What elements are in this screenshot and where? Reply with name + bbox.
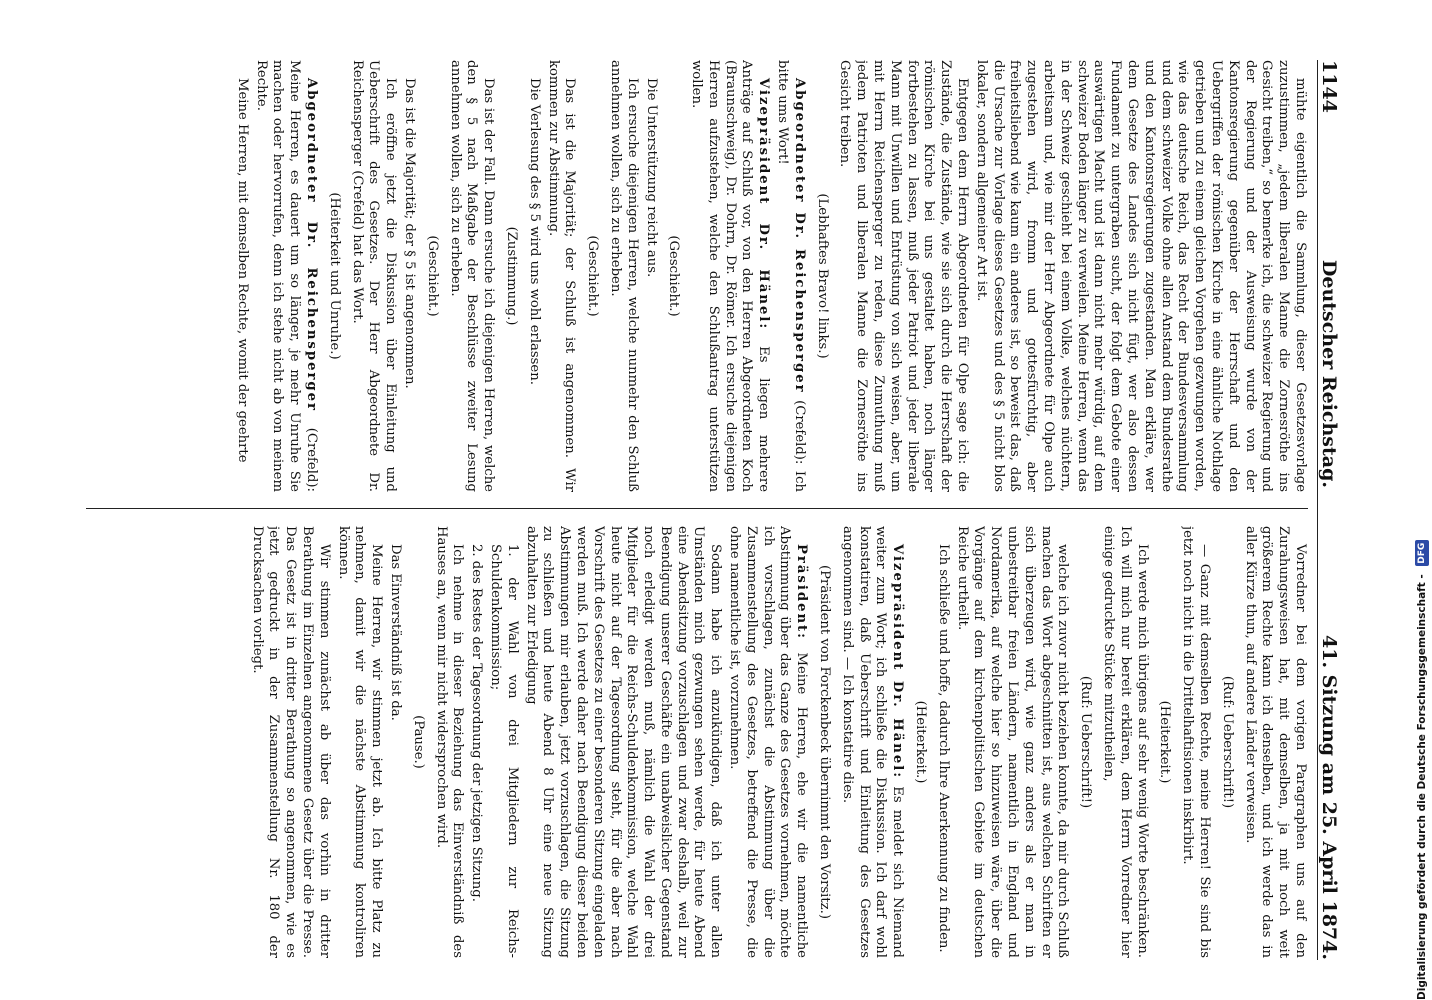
speech-text: Es meldet sich Niemand weiter zum Wort; ich schließe die Diskussion. Ich darf wohl konstatiren, daß Ueberschrift und Einleitung des Gesetzes angenommen sind. — Ich konstatire dies. <box>839 526 906 958</box>
paragraph: Das ist die Majorität; der Schluß ist angenommen. Wir kommen zur Abstimmung. <box>545 60 578 492</box>
column-divider <box>86 508 1308 509</box>
paragraph: Das Einverständniß ist da. <box>387 544 403 721</box>
paragraph: — Ganz mit demselben Rechte, meine Herren! Sie sind bis jetzt noch nicht in die Drittelhaftisionen inskribirt. <box>1180 526 1213 958</box>
paragraph: Vorredner bei dem vorigen Paragraphen uns auf den Zurahungsweisen hat, mit demselben, ja mit noch weit größerem Rechte kann ich denselben, und ich werde das in aller Kürze thun, auf andere Länder verweisen. <box>1242 526 1308 958</box>
paragraph: Meine Herren, wir stimmen jetzt ab. Ich bitte Platz zu nehmen, damit wir die nächste Abstimmung kontroliren können. <box>335 526 385 958</box>
session-title: 41. Sitzung am 25. April 1874. <box>1318 635 1340 960</box>
scanned-page <box>56 40 1366 980</box>
speaker-paragraph <box>773 60 807 492</box>
stage-direction: (Heiterkeit.) <box>913 700 929 784</box>
speech-text: Meine Herren, ehe wir die namentliche Abstimmung über das Ganze des Gesetzes vornehmen, möchte ich vorschlagen, zunächst die Abstimmung über die Zusammenstellung des Gesetzes, betreffend die Presse, die ohne namentliche ist, vorzunehmen. <box>727 526 810 958</box>
digitization-credit <box>1412 0 1432 1000</box>
paragraph: Ich ersuche diejenigen Herren, welche nunmehr den Schluß annehmen wollen, sich zu erheben. <box>607 60 640 492</box>
stage-direction: (Geschieht.) <box>666 235 682 317</box>
agenda-item: 2. des Restes der Tagesordnung der jetzigen Sitzung. <box>469 544 485 902</box>
stage-direction: (Geschieht.) <box>424 235 440 317</box>
credit-text: Digitalisierung gefördert durch die Deutsche Forschungsgemeinschaft - <box>1416 574 1428 1000</box>
page-number: 1144 <box>1318 60 1340 113</box>
stage-direction: (Präsident von Forckenbeck übernimmt den Vorsitz.) <box>817 565 833 919</box>
speaker-name: Abgeordneter Dr. Reichensperger <box>791 78 807 394</box>
paragraph: Meine Herren, mit demselben Rechte, womit der geehrte <box>234 78 250 463</box>
speaker-paragraph <box>687 60 771 492</box>
agenda-item: 1. der Wahl von drei Mitgliedern zur Reichs-Schuldenkommission; <box>487 544 520 958</box>
paragraph: Wir stimmen zunächst ab über das vorhin in dritter Berathung im Einzelnen angenommene Gesetz über die Presse. Das Gesetz ist in dritter Berathung so angenommen, wie es jetzt gedruckt in der Zusammenstellung Nr. 180 der Drucksachen vorliegt. <box>249 526 332 958</box>
paragraph: mühte eigentlich die Sammlung, dieser Gesetzesvorlage zuzustimmen, „jedem liberalen Manne die Zornesröthe ins Gesicht treiben,“ so bemerke ich, die schweizer Regierung und der Regierung und der Ausweisung wurde von der Kantonsregierung gegenüber der Herrschaft und den Uebergriffen der römischen Kirche in eine ähnliche Nothlage getrieben und zu einem gleichen Vorgehen gezwungen worden, wie das deutsche Reich, das Recht der Bundesversammlung und dem schweizer Volke ohne allen Anstand dem Bundesrathe und den Kantonsregierungen zugestanden. Man erkläre, wer dem Gesetze des Landes sich nicht fügt, wer also dessen Fundament zu untergraben sucht, der folgt dem Gebote einer auswärtigen Macht und ist dann nicht mehr würdig, auf dem schweizer Boden länger zu verweilen. Meine Herren, wenn das in der Schweiz geschieht bei einem Volke, welches nüchtern, arbeitsam und, wie mir der Herr Abgeordnete für Olpe auch zugestehen wird, fromm und gottesfürchtig, aber freiheitsliebend wie kaum ein anderes ist, so beweist das, daß die Ursache zur Vorlage dieses Gesetzes und des § 5 nicht blos lokaler, sondern allgemeiner Art ist. <box>973 60 1308 492</box>
speaker-name: Vizepräsident Dr. Hänel: <box>756 78 772 331</box>
stage-direction: (Lebhaftes Bravo! links.) <box>814 193 830 359</box>
stage-direction: (Ruf: Ueberschrift!) <box>1219 675 1235 809</box>
speech-text: Es liegen mehrere Anträge auf Schluß vor, von den Herren Abgeordneten Koch (Braunschweig), Dr. Dohrn, Dr. Römer. Ich ersuche diejenigen Herren aufzustehen, welche den Schlußantrag unterstützen wollen. <box>689 60 772 492</box>
speech-text: (Crefeld): Meine Herren, es dauert um so länger, je mehr Unruhe Sie machen oder hervorrufen, denn ich stehe nicht ab von meinem Rechte. <box>253 60 319 492</box>
stage-direction: (Heiterkeit.) <box>1157 700 1173 784</box>
paragraph: Sodann habe ich anzukündigen, daß ich unter allen Umständen mich gezwungen sehen werde, für heute Abend eine Abendsitzung vorzuschlagen und zwar deshalb, weil zur Beendigung unserer Geschäfte ein unabweislicher Gegenstand noch erledigt werden muß, nämlich die Wahl der drei Mitglieder für die Reichs-Schuldenkommission, welche Wahl heute nicht auf der Tagesordnung steht, für die aber nach Vorschrift des Gesetzes zu einer besonderen Sitzung eingeladen werden muß. Ich werde daher nach Beendigung dieser beiden Abstimmungen mir erlauben, jetzt vorzuschlagen, die Sitzung zu schließen und heute Abend 8 Uhr eine neue Sitzung abzuhalten zur Erledigung <box>523 526 724 958</box>
speaker-name: Vizepräsident Dr. Hänel: <box>890 544 906 780</box>
paragraph: welche ich zuvor nicht beziehen konnte, da mir durch Schluß machen das Wort abgeschnitten ist, aus welchen Schriften er sich überzeugen wird, wie ganz anders als er man in unbestreitbar freien Ländern, namentlich in England und Nordamerika, auf welche hier so hinzuweisen wäre, über die Vorgänge auf dem kirchenpolitischen Gebiete im deutschen Reiche urtheilt. <box>954 526 1071 958</box>
speaker-name: Abgeordneter Dr. Reichensperger <box>303 78 319 412</box>
speaker-paragraph <box>725 526 809 958</box>
paragraph: Das ist die Majorität; der § 5 ist angenommen. <box>401 78 417 389</box>
speech-text: (Crefeld): Ich bitte ums Wort! <box>775 60 807 492</box>
stage-direction: (Zustimmung.) <box>503 226 519 326</box>
stage-direction: (Pause.) <box>410 715 426 769</box>
stage-direction: (Heiterkeit und Unruhe.) <box>326 192 342 360</box>
paragraph: Ich schließe und hoffe, dadurch Ihre Anerkennung zu finden. <box>935 544 951 953</box>
paragraph: Ich nehme in dieser Beziehung das Einverständniß des Hauses an, wenn mir nicht widersprochen wird. <box>433 526 466 958</box>
speaker-paragraph <box>252 60 319 492</box>
right-column <box>68 526 1308 958</box>
speaker-name: Präsident: <box>794 544 810 641</box>
page-header <box>1317 60 1348 960</box>
paragraph: Die Unterstützung reicht aus. <box>643 78 659 278</box>
paragraph: Das ist der Fall. Dann ersuche ich diejenigen Herren, welche den § 5 nach Maßgabe der Beschlüsse zweiter Lesung annehmen wollen, sich zu erheben. <box>447 60 497 492</box>
speaker-paragraph <box>838 526 905 958</box>
paragraph: Entgegen dem Herrn Abgeordneten für Olpe sage ich: die Zustände, die Zustände, wie sie sich durch die Herrschaft der römischen Kirche bei uns gestaltet haben, noch länger fortbestehen zu lassen, muß jeder Patriot und jeder liberale Mann mit Unwillen und Entrüstung von sich weisen, aber, um mit Herrn Reichensperger zu reden, diese Zumuthung muß jedem Patrioten und liberalen Manne die Zornesröthe ins Gesicht treiben. <box>837 60 971 492</box>
dfg-logo: DFG <box>1415 540 1429 566</box>
paragraph: Ich eröffne jetzt die Diskussion über Einleitung und Ueberschrift des Gesetzes. Der Herr Abgeordnete Dr. Reichensperger (Crefeld) hat das Wort. <box>349 60 399 492</box>
left-column <box>68 60 1308 492</box>
stage-direction: (Ruf: Ueberschrift!) <box>1078 675 1094 809</box>
paragraph: Die Verlesung des § 5 wird uns wohl erlassen. <box>526 78 542 385</box>
stage-direction: (Geschieht.) <box>585 235 601 317</box>
publication-title: Deutscher Reichstag. <box>1318 259 1340 488</box>
paragraph: Ich werde mich übrigens auf sehr wenig Worte beschränken. Ich will mich nur bereit erklären, dem Herrn Vorredner hier einige gedruckte Stücke mitzutheilen, <box>1101 526 1150 958</box>
